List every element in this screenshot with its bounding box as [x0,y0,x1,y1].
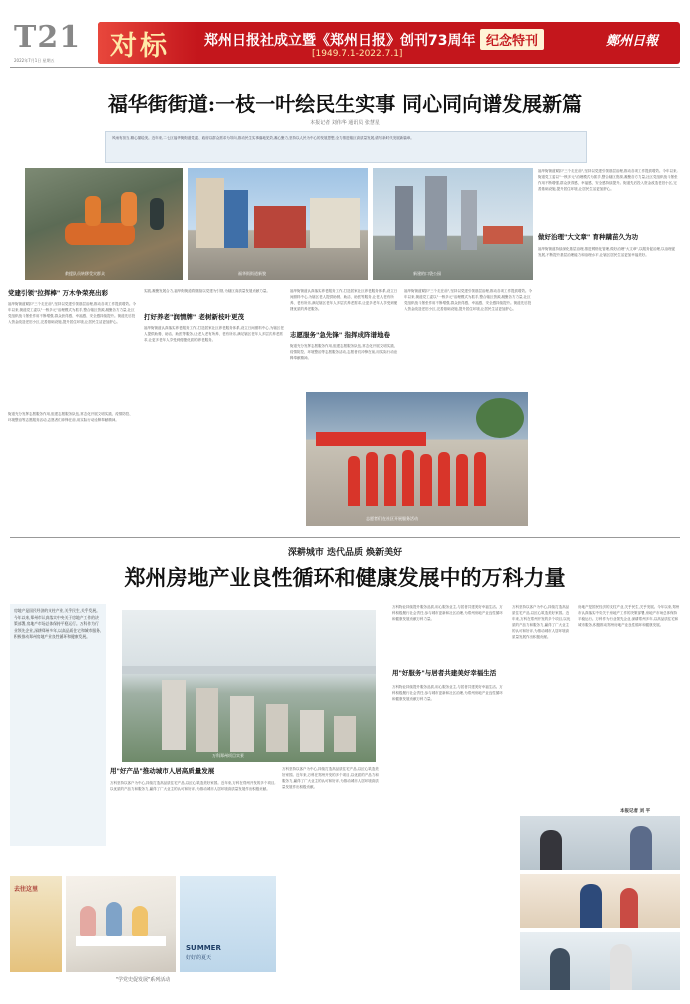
article2-mid-text: 万科坚持以客户为中心,持续打造高品质住宅产品,以匠心筑造美好家园。近年来,万科在郑州开发的多个项目,以优质的产品力和服务力,赢得了广大业主的认可和好评,为推动城市人居环境高质量发展作出积极贡献。 [282,767,379,789]
article2-kicker: 深耕城市 迭代品质 焕新美好 [287,548,403,558]
rescue-people-shape [150,198,164,230]
person-shape [630,826,652,870]
volunteer-shape [420,454,432,506]
tree-shape [476,398,524,438]
banner-dates: [1949.7.1-2022.7.1] [312,49,403,59]
volunteer-shape [348,456,360,506]
photo-caption: 万科郑州项目实景 [212,753,244,758]
rescue-people-shape [85,196,101,226]
person-shape [550,948,570,990]
volunteer-shape [402,450,414,506]
poster-title: 去往这里 [14,886,39,893]
tower-shape [425,176,447,250]
volunteer-shape [456,454,468,506]
rescue-people-shape [121,192,137,226]
article2-s1-text: 万科坚持以客户为中心,持续打造高品质住宅产品,以匠心筑造美好家园。近年来,万科在郑州开发的多个项目,以优质的产品力和服务力,赢得了广大业主的认可和好评,为推动城市人居环境高质量发展作出积极贡献。 [110,781,276,791]
building-shape [196,178,224,248]
article1-col4-text: 福华街街道紧扣"三个走在前",坚持以党建引领基层治理,推动各项工作提质增效。今年以来,街道党工委以"一核多元"治理模式为抓手,整合辖区资源,凝聚各方力量,社区党组织战斗堡垒作用不断增强,群众获得感、幸福感、安全感持续提升。街道先后投入资金改造老旧小区,完善基础设施,提升居住环境,让居民生活更加舒心。 [404,289,532,311]
photo-volunteers [306,392,528,526]
article1-col5 [538,168,678,528]
person-shape [580,884,602,928]
building-shape [230,696,254,752]
article2-lead-column [10,604,106,846]
photo-service-a [520,816,680,870]
tower-shape [395,186,413,250]
article2-col-c-text: 万科坚持以客户为中心,持续打造高品质住宅产品,以匠心筑造美好家园。近年来,万科在郑州开发的多个项目,以优质的产品力和服务力,赢得了广大业主的认可和好评,为推动城市人居环境高质量发展作出积极贡献。 [512,605,571,639]
photo-caption: 救援队员转移受灾群众 [65,271,105,276]
article1-col1-text: 福华街街道紧扣"三个走在前",坚持以党建引领基层治理,推动各项工作提质增效。今年以来,街道党工委以"一核多元"治理模式为抓手,整合辖区资源,凝聚各方力量,社区党组织战斗堡垒作用不断增强,群众获得感、幸福感、安全感持续提升。街道先后投入资金改造老旧小区,完善基础设施,提升居住环境,让居民生活更加舒心。 [8,302,136,324]
banner-shape [316,432,426,446]
article1-headline: 福华街街道:一枝一叶绘民生实事 同心同向谱发展新篇 [107,92,583,116]
photo-summer [180,876,276,972]
reporter-credit: 本报记者 刘 平 [620,809,651,814]
photo-service-b [520,874,680,928]
building-shape [196,688,218,752]
building-shape [162,680,186,750]
article1-lead-box [105,131,587,163]
banner-title: 郑州日报社成立暨《郑州日报》创刊73周年 [204,33,476,49]
article1-col2-text: 实践,凝聚发展合力,福华街街道将继续以党建为引领,为辖区高质量发展贡献力量。 [144,289,270,293]
article2-section2-heading: 用"好服务"与居者共建美好幸福生活 [392,669,497,677]
park-sign-shape [483,226,523,244]
person-shape [610,944,632,990]
summer-sub: 好好的夏天 [186,955,212,961]
section-heading: 志愿服务"急先锋" 指挥成阵谱地卷 [290,331,391,339]
child-shape [80,906,96,936]
poster-image [10,876,62,972]
photo-children [66,876,176,972]
photo-service-c [520,932,680,990]
volunteer-shape [384,454,396,506]
article2-col-a [392,604,504,664]
page-number: T21 [14,20,82,55]
article2-headline: 郑州房地产业良性循环和健康发展中的万科力量 [124,565,566,590]
photo-caption: 志愿者们在社区开展服务活动 [366,516,418,521]
page-header [0,0,690,68]
volunteer-shape [474,452,486,506]
table-shape [76,936,166,946]
summer-label: SUMMER [186,944,221,952]
photo-vanke [122,610,376,762]
section-heading: 党建引领"拉挥棒" 万木争荣亮出彩 [8,289,109,297]
rescue-boat-shape [65,223,135,245]
banner-badge: 纪念特刊 [480,29,544,50]
article1-col4 [404,288,534,388]
section-heading: 做好治理"大文章" 育种蹒苗久为功 [538,233,639,241]
article2-col-d-text: 房地产是国民经济的支柱产业,关乎民生,关乎发展。今年以来,郑州市认真落实中央关于房地产工作的决策部署,房地产市场总体保持平稳运行。万科作为行业领先企业,深耕郑州多年,以高品质住宅和城市服务,积极推动郑州房地产业良性循环和健康发展。 [578,605,680,627]
article1-col3-text: 福华街街道认真落实养老服务工作,打造居家社区养老服务体系,设立日间照料中心,为辖区老人提供助餐、助洁、助医等服务,让老人老有所养、老有所乐,满足辖区老年人多层次养老需求,让更多老年人享受到便捷优质的养老服务。 [290,289,398,311]
article2-lead: 房地产是国民经济的支柱产业,关乎民生,关乎发展。今年以来,郑州市认真落实中央关于房地产工作的决策部署,房地产市场总体保持平稳运行。万科作为行业领先企业,深耕郑州多年,以高品质住宅和城市服务,积极推动郑州房地产业良性循环和健康发展。 [14,608,102,640]
article1-col5-text: 福华街街道紧扣"三个走在前",坚持以党建引领基层治理,推动各项工作提质增效。今年以来,街道党工委以"一核多元"治理模式为抓手,整合辖区资源,凝聚各方力量,社区党组织战斗堡垒作用不断增强,群众获得感、幸福感、安全感持续提升。街道先后投入资金改造老旧小区,完善基础设施,提升居住环境,让居民生活更加舒心。 [538,169,678,191]
section-heading: 打好养老"润情牌" 老树新枝叶更茂 [144,313,245,321]
section-title: 对标 [110,31,170,62]
article-divider [10,537,680,538]
building-shape [224,190,248,248]
article2-col-d [578,604,680,804]
volunteer-shape [366,452,378,506]
article2-col-b [392,684,504,990]
building-shape [300,710,324,752]
skyline-shape [122,666,376,674]
article1-col2-text2: 福华街街道认真落实养老服务工作,打造居家社区养老服务体系,设立日间照料中心,为辖区老人提供助餐、助洁、助医等服务,让老人老有所养、老有所乐,满足辖区老年人多层次养老需求,让更多老年人享受到便捷优质的养老服务。 [144,326,284,342]
article2-col-b-text: 万科物业持续提升服务品质,用心服务业主,与居者共建美好幸福生活。万科积极履行社会责任,参与城市更新和社区治理,为郑州房地产业良性循环和健康发展贡献万科力量。 [392,685,503,701]
dateline: 2022年7月1日 星期五 [14,58,55,63]
building-shape [266,704,288,752]
photo-caption: 新建的口袋公园 [413,271,441,276]
header-rule [10,67,680,68]
building-shape [310,198,360,248]
article1-col1-text-b: 街道充分发挥志愿服务作用,组建志愿服务队伍,常态化开展文明实践、疫情防控、环境整治等志愿服务活动,志愿者们冲锋在前,用实际行动诠释奉献精神。 [8,412,133,422]
person-shape [540,830,562,870]
article2-section1 [110,766,276,866]
section-heading: 用"好产品"推动城市人居高质量发展 [110,767,215,775]
tower-shape [461,190,477,250]
article1-col1 [8,288,136,528]
article1-col2 [144,288,284,528]
article1-lead: 风雨有担当,精心描绘美。近年来,二七区福华街街道党委、政府以群众需求为导向,推动民生实事落地见效,凝心聚力,坚持以人民为中心的发展思想,全力推进辖区高质量发展,谱写新时代发展新篇章。 [112,136,414,140]
building-shape [254,206,306,248]
photo-street [188,168,368,280]
person-shape [620,888,638,928]
bottom-caption: "学党史促发展"系列活动 [115,977,171,983]
child-shape [132,906,148,936]
photo-rescue [25,168,183,280]
article2-col-a-text: 万科物业持续提升服务品质,用心服务业主,与居者共建美好幸福生活。万科积极履行社会责任,参与城市更新和社区治理,为郑州房地产业良性循环和健康发展贡献万科力量。 [392,605,503,621]
photo-park [373,168,533,280]
article1-col3-text2: 街道充分发挥志愿服务作用,组建志愿服务队伍,常态化开展文明实践、疫情防控、环境整治等志愿服务活动,志愿者们冲锋在前,用实际行动诠释奉献精神。 [290,344,398,360]
volunteer-shape [438,452,450,506]
building-shape [334,716,356,752]
article2-col-mid-lower [282,766,382,996]
article1-col5-text2: 福华街街道持续深化基层治理,推进网格化管理,做好治理"大文章",以服务促治理,以治理促发展,不断提升基层治理能力和治理水平,让辖区居民生活更加幸福美好。 [538,247,676,257]
child-shape [106,902,122,936]
article1-byline: 本报记者 刘伟华 通讯员 张慧星 [310,120,380,126]
photo-caption: 福华街街道新貌 [238,271,266,276]
newspaper-logo: 鄭州日報 [606,34,659,49]
